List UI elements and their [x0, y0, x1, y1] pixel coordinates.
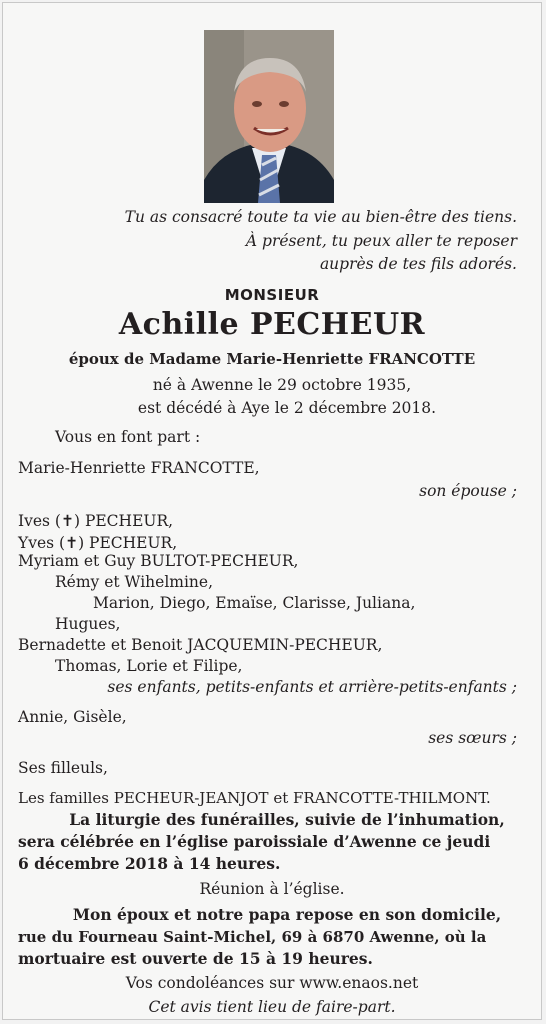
- meeting-line: Réunion à l’église.: [199, 880, 345, 898]
- spouse-role: son épouse ;: [419, 482, 517, 500]
- family-line: Marion, Diego, Emaïse, Clarisse, Juliana,: [93, 594, 416, 612]
- obituary-notice: [2, 2, 542, 1020]
- family-line: Bernadette et Benoit JACQUEMIN-PECHEUR,: [18, 636, 383, 654]
- children-role: ses enfants, petits-enfants et arrière-petits-enfants ;: [107, 678, 517, 696]
- sisters-line: Annie, Gisèle,: [18, 708, 127, 726]
- poem-line: À présent, tu peux aller te reposer: [245, 232, 517, 250]
- birth-line: né à Awenne le 29 octobre 1935,: [152, 376, 412, 394]
- spouse-line: époux de Madame Marie-Henriette FRANCOTTE: [68, 350, 476, 368]
- funeral-line: sera célébrée en l’église paroissiale d’Awenne ce jeudi: [18, 832, 491, 851]
- home-line: Mon époux et notre papa repose en son domicile,: [72, 905, 502, 924]
- poem-line: Tu as consacré toute ta vie au bien-être des tiens.: [124, 208, 517, 226]
- godchildren-line: Ses filleuls,: [18, 759, 108, 777]
- sisters-role: ses sœurs ;: [428, 729, 517, 747]
- family-line: Hugues,: [55, 615, 121, 633]
- spouse-name: Marie-Henriette FRANCOTTE,: [18, 459, 260, 477]
- family-line: Yves (✝) PECHEUR,: [18, 534, 178, 552]
- intro-line: Vous en font part :: [55, 428, 201, 446]
- funeral-line: 6 décembre 2018 à 14 heures.: [18, 854, 281, 873]
- family-line: Ives (✝) PECHEUR,: [18, 512, 174, 530]
- home-line: mortuaire est ouverte de 15 à 19 heures.: [18, 949, 373, 968]
- families-line: Les familles PECHEUR-JEANJOT et FRANCOTTE-THILMONT.: [18, 789, 491, 807]
- family-line: Rémy et Wihelmine,: [55, 573, 214, 591]
- deceased-name: Achille PECHEUR: [118, 307, 426, 342]
- death-line: est décédé à Aye le 2 décembre 2018.: [137, 399, 437, 417]
- portrait-illustration: [204, 30, 334, 203]
- home-line: rue du Fourneau Saint-Michel, 69 à 6870 Awenne, où la: [18, 928, 487, 946]
- title-monsieur: MONSIEUR: [224, 286, 320, 304]
- funeral-line: La liturgie des funérailles, suivie de l’inhumation,: [69, 810, 505, 829]
- condolences-line: Vos condoléances sur www.enaos.net: [125, 974, 419, 992]
- family-line: Myriam et Guy BULTOT-PECHEUR,: [18, 552, 299, 570]
- family-line: Thomas, Lorie et Filipe,: [55, 657, 243, 675]
- footer-line: Cet avis tient lieu de faire-part.: [148, 998, 396, 1016]
- portrait-photo: [204, 30, 334, 203]
- poem-line: auprès de tes fils adorés.: [319, 255, 517, 273]
